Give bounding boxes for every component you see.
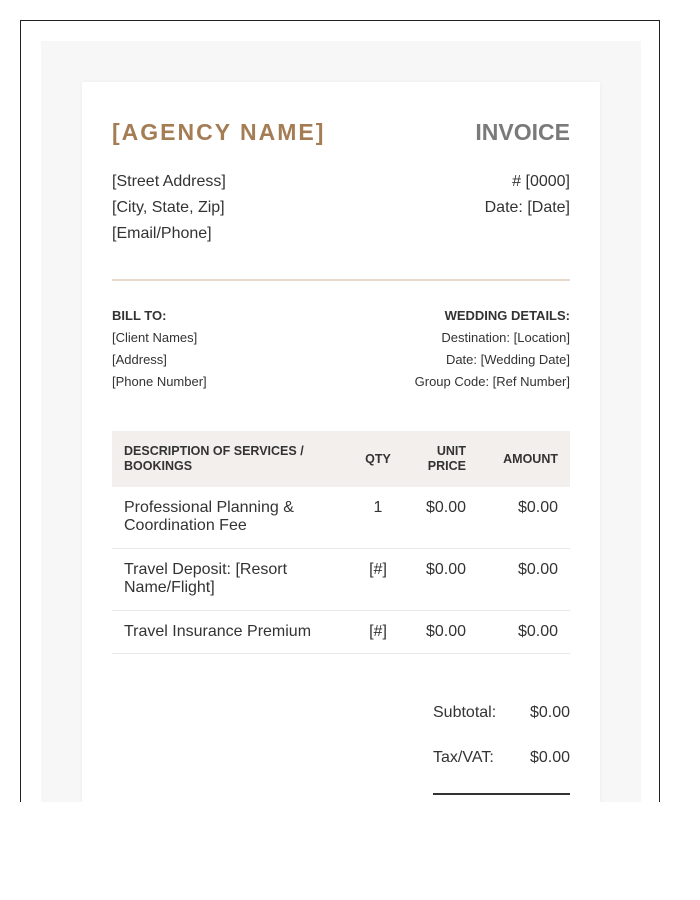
row-unit-price: $0.00	[410, 549, 478, 611]
city-state-zip: [City, State, Zip]	[112, 199, 225, 216]
tax-value: $0.00	[529, 749, 570, 766]
wedding-date: Date: [Wedding Date]	[445, 352, 570, 367]
agency-address	[112, 169, 226, 247]
row-unit-price: $0.00	[410, 487, 478, 549]
subtotal-label: Subtotal:	[433, 704, 497, 721]
row-qty: 1	[346, 487, 410, 549]
row-unit-price: $0.00	[410, 611, 478, 654]
table-row	[112, 487, 570, 549]
client-phone: [Phone Number]	[112, 374, 207, 389]
row-description: Travel Insurance Premium	[112, 611, 346, 654]
page-backdrop	[41, 41, 641, 802]
table-row	[112, 611, 570, 654]
client-names: [Client Names]	[112, 330, 198, 345]
column-header-unit-price: UNIT PRICE	[410, 431, 478, 487]
tax-line	[433, 749, 570, 794]
totals-section	[433, 704, 570, 794]
row-qty: [#]	[346, 549, 410, 611]
email-phone: [Email/Phone]	[112, 225, 212, 242]
wedding-details-heading: WEDDING DETAILS:	[444, 308, 570, 323]
invoice-title: INVOICE	[475, 119, 570, 145]
group-code: Group Code: [Ref Number]	[414, 374, 570, 389]
totals-divider	[433, 793, 570, 795]
wedding-details-section	[415, 305, 570, 393]
row-description: Travel Deposit: [Resort Name/Flight]	[112, 549, 346, 611]
wedding-destination: Destination: [Location]	[441, 330, 570, 345]
invoice-paper	[82, 82, 600, 802]
table-row	[112, 549, 570, 611]
services-table	[112, 431, 570, 654]
street-address: [Street Address]	[112, 173, 226, 190]
row-amount: $0.00	[478, 549, 570, 611]
subtotal-value: $0.00	[529, 704, 570, 721]
column-header-qty: QTY	[346, 431, 410, 487]
column-header-description: DESCRIPTION OF SERVICES / BOOKINGS	[112, 431, 346, 487]
invoice-number: # [0000]	[512, 173, 570, 190]
tax-label: Tax/VAT:	[433, 749, 494, 766]
column-header-amount: AMOUNT	[478, 431, 570, 487]
row-qty: [#]	[346, 611, 410, 654]
agency-name: [AGENCY NAME]	[112, 119, 326, 145]
row-amount: $0.00	[478, 487, 570, 549]
table-header-row	[112, 431, 570, 487]
subtotal-line	[433, 704, 570, 749]
row-amount: $0.00	[478, 611, 570, 654]
bill-to-heading: BILL TO:	[112, 308, 167, 323]
invoice-date: Date: [Date]	[484, 199, 570, 216]
row-description: Professional Planning & Coordination Fee	[112, 487, 346, 549]
header-divider	[112, 279, 570, 281]
bill-to-section	[112, 305, 207, 393]
page-frame	[20, 20, 660, 802]
client-address: [Address]	[112, 352, 167, 367]
invoice-meta	[485, 169, 570, 221]
